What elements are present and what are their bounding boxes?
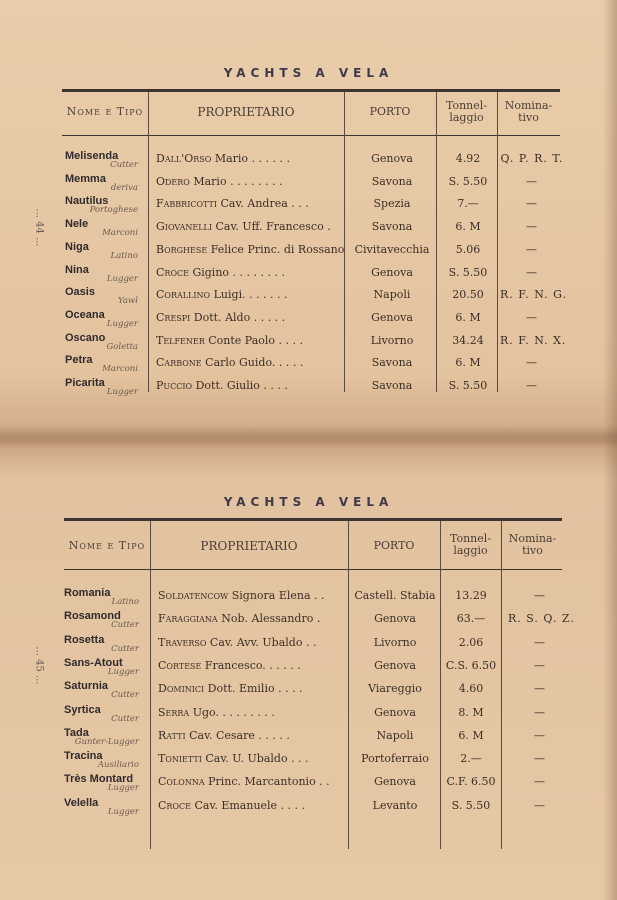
table-row (0, 657, 617, 679)
yacht-name: Tracina (64, 750, 103, 763)
owner-surname: Traverso (158, 635, 207, 649)
call-sign: — (534, 705, 546, 719)
owner-detail: Mario . . . . . . (211, 152, 291, 165)
port: Genova (374, 658, 416, 672)
owner-surname: Dominici (158, 682, 205, 696)
yacht-name: Oasis (65, 286, 95, 299)
tonnage: 7.— (457, 197, 479, 211)
owner-detail: Cav. Emanuele . . . . (190, 798, 306, 812)
port: Castell. Stabia (354, 589, 436, 602)
table-row (0, 773, 617, 795)
tonnage: S. 5.50 (448, 265, 488, 279)
tonnage: 2.— (460, 752, 482, 766)
table-row (0, 797, 617, 819)
header-proprietario: PROPRIETARIO (200, 539, 298, 553)
owner (158, 589, 325, 602)
table-row (0, 704, 617, 726)
table-row (0, 173, 617, 195)
call-sign: — (526, 220, 538, 234)
tonnage: 4.60 (458, 682, 484, 696)
header-top-rule (64, 518, 562, 521)
header-nome: Nome e Tipo (66, 105, 144, 118)
tonnage: 5.06 (455, 242, 481, 256)
yacht-name: Tada (64, 726, 89, 739)
call-sign: — (526, 379, 538, 392)
tonnage: S. 5.50 (448, 174, 488, 188)
table-row (0, 354, 617, 376)
yacht-type: Lugger (107, 783, 139, 794)
owner-detail: Princ. Marcantonio . . (204, 775, 330, 789)
owner-surname: Ratti (158, 728, 186, 742)
port: Genova (371, 265, 413, 279)
call-sign: — (534, 728, 546, 742)
yacht-type: Cutter (110, 160, 138, 170)
owner-detail: Conte Paolo . . . . (204, 333, 303, 347)
owner-surname: Serra (158, 705, 190, 719)
yacht-type: Cutter (111, 713, 139, 724)
yacht-name: Oceana (65, 308, 105, 321)
call-sign: — (534, 682, 546, 696)
port: Genova (374, 612, 416, 626)
owner-detail: Signora Elena . . (228, 589, 325, 602)
table-row (0, 727, 617, 749)
port: Savona (371, 174, 413, 188)
tonnage: 4.92 (455, 152, 481, 165)
owner (156, 266, 285, 279)
yacht-type: Latino (110, 250, 138, 261)
call-sign: — (526, 174, 538, 188)
owner (158, 775, 330, 788)
owner-surname: Giovanelli (156, 220, 213, 234)
owner-detail: Mario . . . . . . . . (189, 174, 283, 188)
page-number: ... 45 ... (33, 646, 45, 685)
owner (156, 220, 331, 233)
yacht-name: Nautilus (65, 195, 109, 208)
owner-surname: Odero (156, 174, 190, 188)
yacht-name: Niga (65, 240, 89, 253)
call-sign: — (526, 197, 538, 211)
table-row (0, 377, 617, 399)
tonnage: 6. M (458, 728, 484, 742)
port: Livorno (373, 635, 417, 649)
yacht-type: Yawl (117, 296, 138, 307)
table-row (0, 150, 617, 172)
table-row (0, 587, 617, 609)
call-sign: — (526, 356, 538, 370)
owner-surname: Cortese (158, 658, 202, 672)
yacht-type: Marconi (102, 364, 138, 375)
owner (156, 379, 288, 392)
owner-detail: Felice Princ. di Rossano (207, 242, 345, 256)
table-row (0, 610, 617, 632)
owner-detail: Dott. Giulio . . . . (192, 379, 288, 392)
port: Savona (371, 220, 413, 234)
owner (158, 659, 301, 672)
header-nominativo: Nomina- tivo (508, 532, 557, 557)
section-title: YACHTS A VELA (223, 495, 394, 509)
owner (158, 799, 305, 812)
owner-surname: Telfener (156, 333, 205, 347)
tonnage: 8. M (458, 705, 484, 719)
yacht-name: Oscano (65, 331, 106, 344)
owner (156, 288, 288, 301)
section-title: YACHTS A VELA (223, 66, 394, 80)
header-tonnellaggio: Tonnel- laggio (449, 532, 492, 557)
table-row (0, 218, 617, 240)
table-row (0, 264, 617, 286)
table-row (0, 750, 617, 772)
owner-detail: Cav. Avv. Ubaldo . . (206, 635, 317, 649)
owner-surname: Tonietti (158, 752, 202, 766)
port: Viareggio (368, 682, 422, 696)
yacht-name: Memma (65, 172, 106, 185)
tonnage: S. 5.50 (451, 798, 491, 812)
owner-detail: Cav. U. Ubaldo . . . (201, 752, 309, 766)
header-nominativo: Nomina- tivo (504, 99, 553, 124)
tonnage: C.F. 6.50 (446, 775, 496, 789)
header-tonnellaggio: Tonnel- laggio (445, 99, 488, 124)
call-sign: Q. P. R. T. (500, 152, 564, 165)
header-nome: Nome e Tipo (68, 539, 146, 552)
yacht-name: Sans-Atout (64, 656, 123, 669)
port: Spezia (373, 197, 411, 211)
owner-surname: Carbone (156, 356, 202, 370)
call-sign: R. S. Q. Z. (508, 612, 575, 626)
tonnage: 34.24 (452, 333, 484, 347)
call-sign: — (526, 242, 538, 256)
yacht-type: Gunter-Lugger (74, 736, 139, 747)
owner-detail: Ugo. . . . . . . . . (189, 705, 275, 719)
owner-detail: Gigino . . . . . . . . (188, 265, 285, 279)
owner-surname: Soldatencow (158, 589, 229, 602)
yacht-name: Petra (65, 354, 93, 367)
owner (158, 729, 290, 742)
header-top-rule (62, 89, 560, 92)
yacht-type: Cutter (111, 690, 139, 701)
yacht-name: Melisenda (65, 150, 119, 162)
owner-surname: Fabbricotti (156, 197, 218, 211)
table-row (0, 634, 617, 656)
yacht-type: deriva (110, 182, 138, 193)
yacht-type: Lugger (107, 666, 139, 677)
owner-surname: Croce (156, 265, 189, 279)
table-row (0, 680, 617, 702)
owner (156, 334, 303, 347)
tonnage: 2.06 (458, 635, 484, 649)
table-row (0, 241, 617, 263)
yacht-type: Marconi (102, 228, 138, 239)
table-row (0, 286, 617, 308)
owner (158, 752, 309, 765)
port: Genova (371, 152, 413, 165)
port: Savona (371, 379, 413, 392)
yacht-type: Portoghese (89, 205, 138, 216)
yacht-type: Goletta (106, 341, 138, 352)
call-sign: — (534, 635, 546, 649)
tonnage: C.S. 6.50 (445, 658, 497, 672)
owner-detail: Nob. Alessandro . (217, 612, 321, 626)
owner (158, 706, 275, 719)
owner-detail: Cav. Cesare . . . . . (185, 728, 290, 742)
owner-surname: Borghese (156, 242, 208, 256)
owner-detail: Cav. Andrea . . . (217, 197, 309, 211)
tonnage: S. 5.50 (448, 379, 488, 392)
yacht-name: Picarita (65, 377, 105, 389)
call-sign: — (534, 775, 546, 789)
call-sign: — (534, 658, 546, 672)
call-sign: — (526, 310, 538, 324)
yacht-name: Velella (64, 796, 99, 809)
port: Napoli (373, 288, 411, 302)
port: Livorno (370, 333, 414, 347)
port: Genova (374, 775, 416, 789)
table-row (0, 309, 617, 331)
port: Levanto (372, 798, 418, 812)
owner-detail: Francesco. . . . . . (201, 658, 301, 672)
tonnage: 63.— (456, 612, 486, 626)
yacht-name: Très Montard (64, 773, 134, 786)
header-porto: PORTO (369, 105, 411, 118)
owner-surname: Crespi (156, 310, 191, 324)
owner-detail: Cav. Uff. Francesco . (212, 220, 331, 234)
owner-detail: Dott. Aldo . . . . . (190, 310, 286, 324)
port: Napoli (376, 728, 414, 742)
owner-surname: Colonna (158, 775, 205, 789)
header-proprietario: PROPRIETARIO (197, 105, 295, 119)
call-sign: — (534, 798, 546, 812)
yacht-type: Lugger (106, 273, 138, 284)
owner (158, 682, 303, 695)
yacht-name: Syrtica (64, 703, 101, 716)
header-bottom-rule (62, 135, 560, 136)
port: Portoferraio (361, 752, 429, 766)
owner-detail: Luigi. . . . . . . (210, 288, 288, 302)
owner-detail: Carlo Guido. . . . . (201, 356, 304, 370)
yacht-type: Cutter (111, 643, 139, 654)
yacht-type: Latino (111, 597, 139, 607)
page-number: ... 44 ... (33, 208, 45, 247)
owner-surname: Faraggiana (158, 612, 218, 626)
yacht-type: Lugger (107, 806, 139, 817)
port: Civitavecchia (354, 242, 430, 256)
tonnage: 20.50 (452, 288, 484, 302)
owner (158, 636, 316, 649)
tonnage: 6. M (455, 310, 481, 324)
yacht-type: Lugger (106, 318, 138, 329)
yacht-name: Saturnia (64, 680, 109, 693)
tonnage: 13.29 (455, 589, 487, 602)
owner-surname: Puccio (156, 379, 193, 392)
port: Genova (371, 310, 413, 324)
call-sign: — (526, 265, 538, 279)
yacht-name: Nele (65, 218, 89, 231)
owner (156, 311, 285, 324)
owner-surname: Croce (158, 798, 191, 812)
yacht-type: Lugger (106, 387, 138, 397)
call-sign: — (534, 589, 546, 602)
tonnage: 6. M (455, 220, 481, 234)
yacht-name: Rosamond (64, 610, 121, 623)
owner (156, 152, 290, 165)
yacht-name: Rosetta (64, 633, 105, 646)
call-sign: — (534, 752, 546, 766)
yacht-type: Ausiliario (97, 760, 139, 771)
owner-surname: Dall'Orso (156, 152, 212, 165)
table-row (0, 195, 617, 217)
owner-surname: Corallino (156, 288, 211, 302)
header-porto: PORTO (373, 539, 415, 552)
port: Savona (371, 356, 413, 370)
owner (156, 243, 344, 256)
owner (156, 175, 283, 188)
owner (156, 356, 303, 369)
yacht-type: Cutter (111, 620, 139, 631)
table-row (0, 332, 617, 354)
book-fold (0, 425, 617, 449)
owner (158, 612, 320, 625)
owner-detail: Dott. Emilio . . . . (204, 682, 303, 696)
yacht-name: Romania (64, 587, 111, 599)
header-bottom-rule (64, 569, 562, 570)
call-sign: R. F. N. G. (500, 288, 567, 302)
yacht-name: Nina (65, 263, 89, 276)
call-sign: R. F. N. X. (500, 333, 567, 347)
port: Genova (374, 705, 416, 719)
owner (156, 197, 309, 210)
tonnage: 6. M (455, 356, 481, 370)
